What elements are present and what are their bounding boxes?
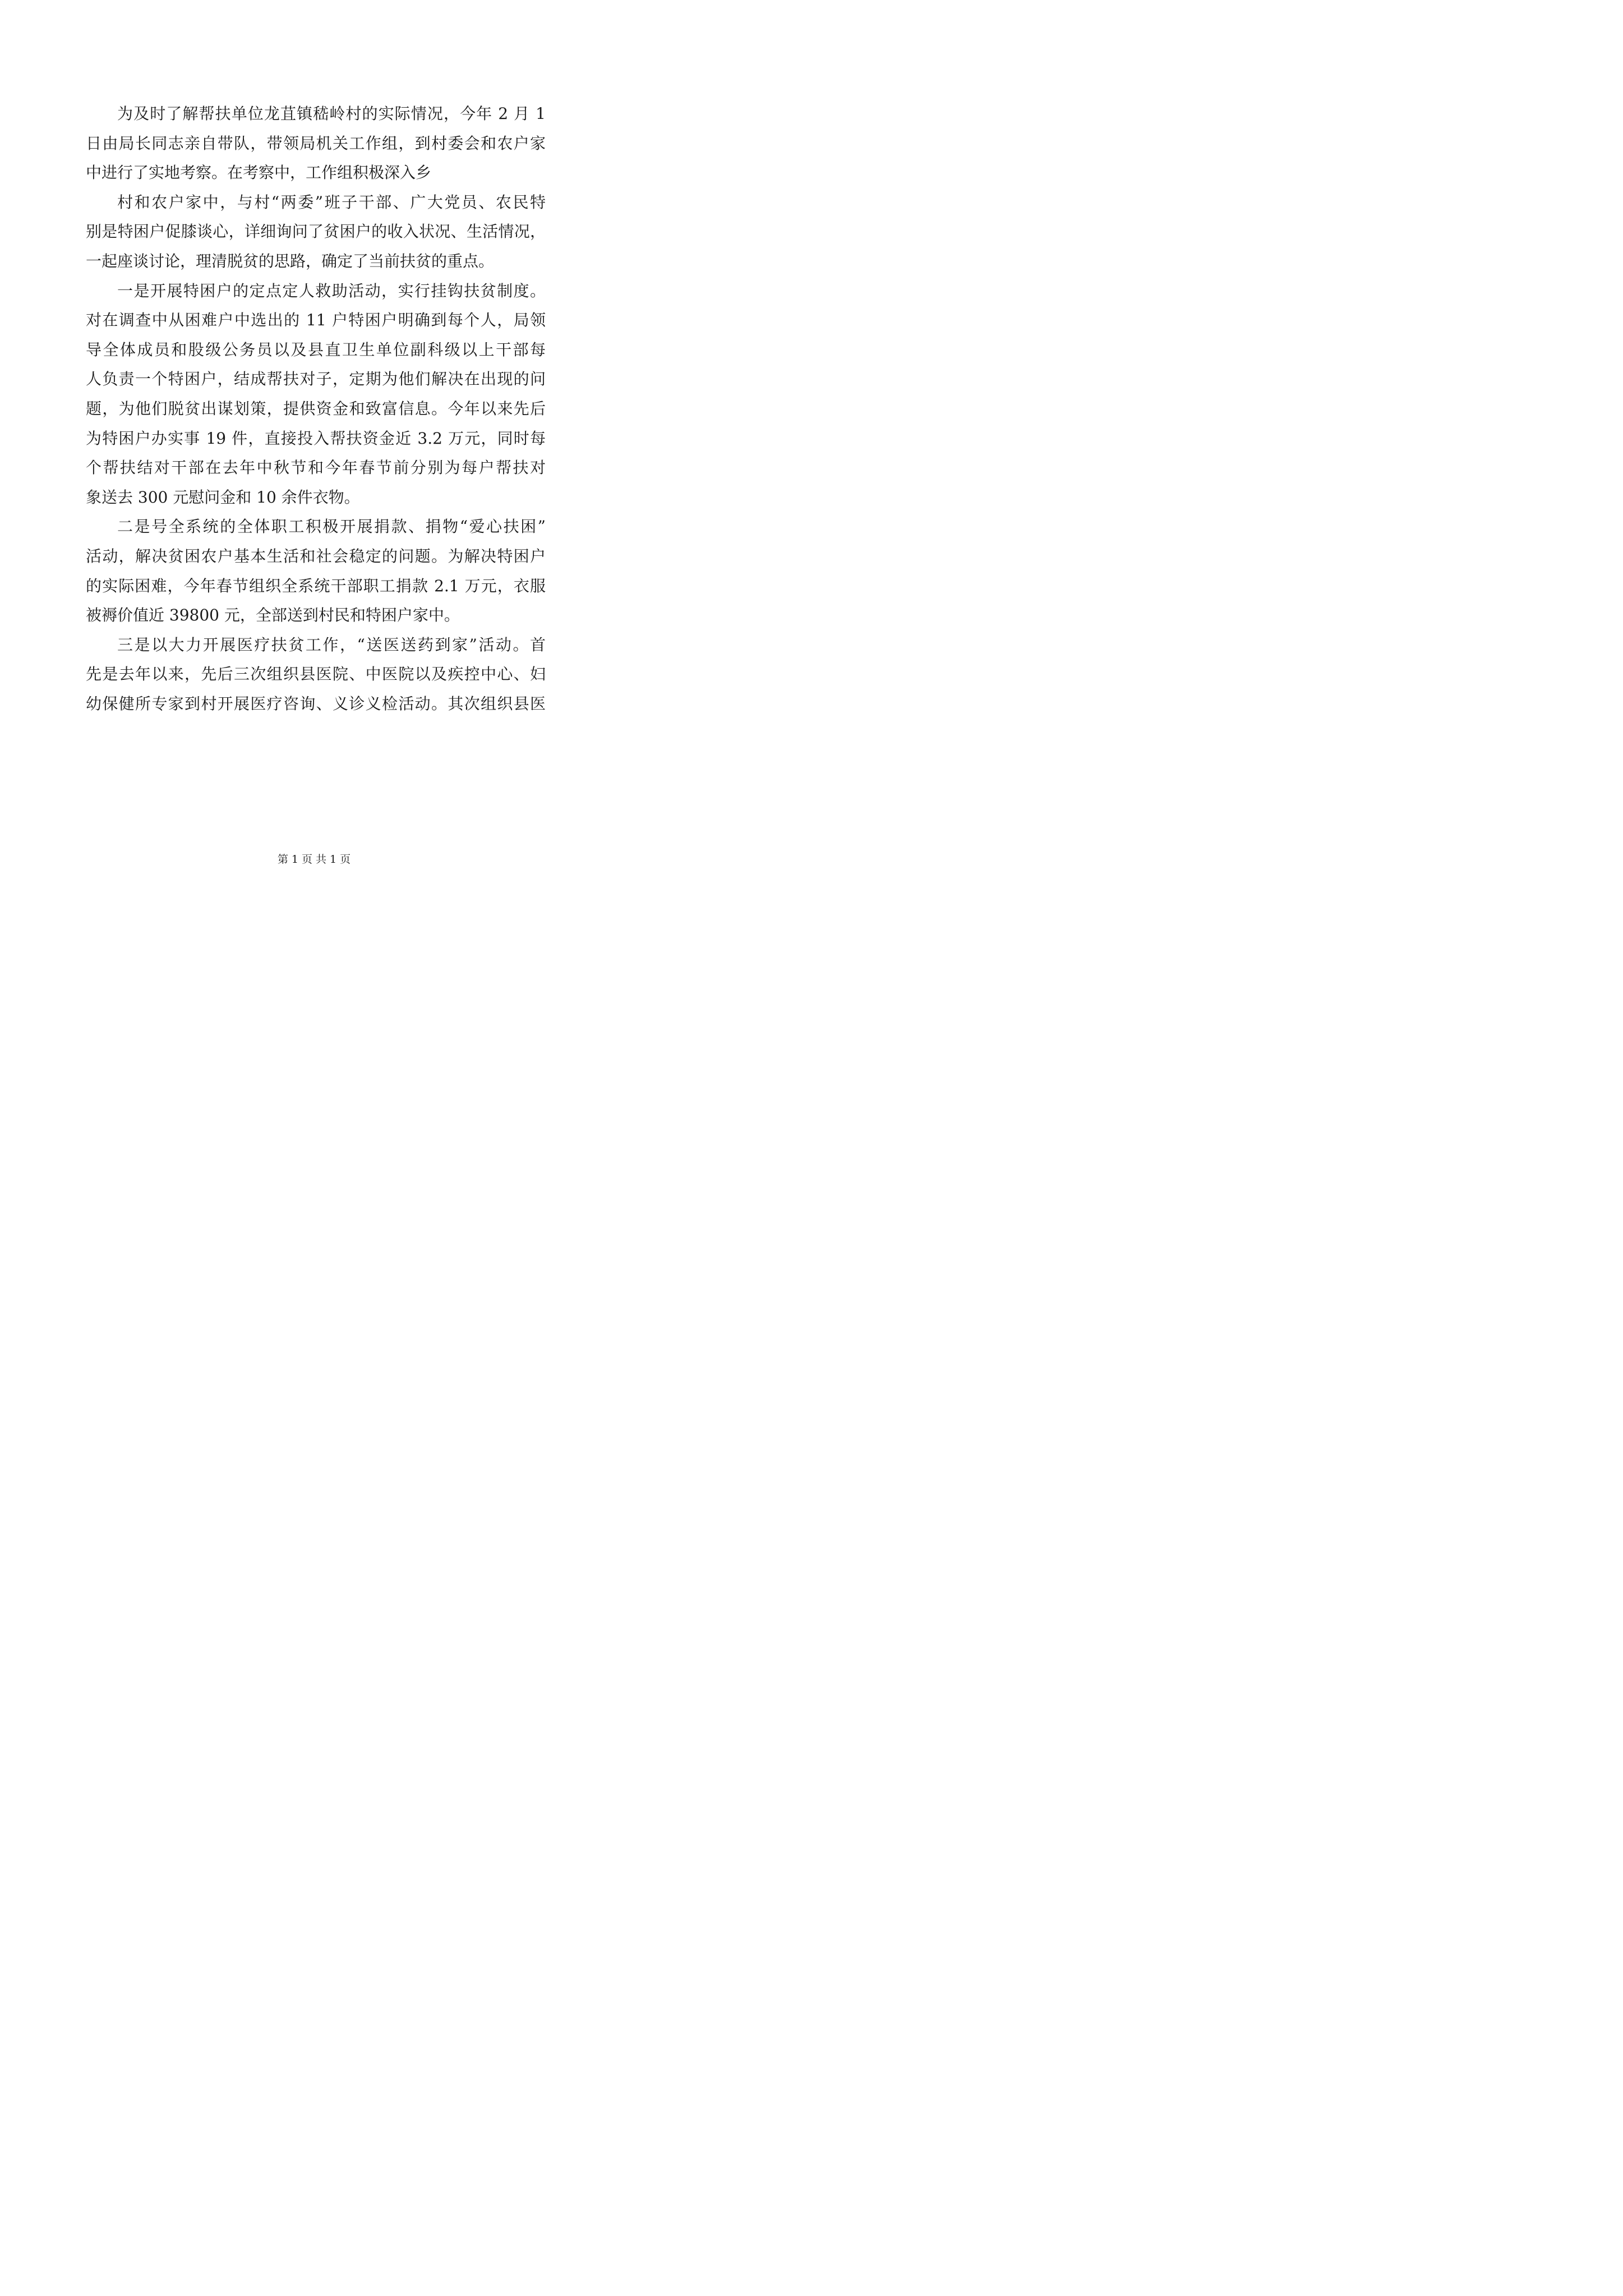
paragraph-line: 先是去年以来，先后三次组织县医院、中医院以及疾控中心、妇 (86, 665, 546, 684)
paragraph-1 (86, 99, 546, 188)
paragraph-line: 村和农户家中，与村“两委”班子干部、广大党员、农民特 (117, 192, 546, 211)
paragraph-line: 人负责一个特困户，结成帮扶对子，定期为他们解决在出现的问 (86, 370, 546, 389)
page-number-label: 第 1 页 共 1 页 (277, 853, 351, 866)
paragraph-line: 为特困户办实事 19 件，直接投入帮扶资金近 3.2 万元，同时每 (86, 429, 546, 448)
paragraph-5 (86, 631, 546, 719)
paragraph-line: 幼保健所专家到村开展医疗咨询、义诊义检活动。其次组织县医 (86, 694, 546, 713)
paragraph-line: 象送去 300 元慰问金和 10 余件衣物。 (86, 487, 360, 507)
paragraph-line: 为及时了解帮扶单位龙苴镇嵇岭村的实际情况，今年 2 月 1 (117, 104, 546, 123)
paragraph-line: 导全体成员和股级公务员以及县直卫生单位副科级以上干部每 (86, 340, 546, 359)
paragraph-line: 活动，解决贫困农户基本生活和社会稳定的问题。为解决特困户 (86, 546, 546, 565)
paragraph-line: 对在调查中从困难户中选出的 11 户特困户明确到每个人，局领 (86, 311, 546, 330)
paragraph-line: 一是开展特困户的定点定人救助活动，实行挂钩扶贫制度。 (117, 281, 546, 300)
body-text (86, 99, 546, 719)
paragraph-line: 的实际困难，今年春节组织全系统干部职工捐款 2.1 万元，衣服 (86, 576, 546, 595)
paragraph-line: 题，为他们脱贫出谋划策，提供资金和致富信息。今年以来先后 (86, 399, 546, 418)
paragraph-line: 二是号全系统的全体职工积极开展捐款、捐物“爱心扶困” (117, 517, 546, 536)
paragraph-line: 个帮扶结对干部在去年中秋节和今年春节前分别为每户帮扶对 (86, 458, 546, 477)
paragraph-line: 日由局长同志亲自带队，带领局机关工作组，到村委会和农户家 (86, 134, 546, 153)
paragraph-line: 被褥价值近 39800 元，全部送到村民和特困户家中。 (86, 606, 460, 625)
paragraph-3 (86, 277, 546, 513)
paragraph-line: 别是特困户促膝谈心，详细询问了贫困户的收入状况、生活情况， (86, 222, 546, 241)
paragraph-line: 一起座谈讨论，理清脱贫的思路，确定了当前扶贫的重点。 (86, 251, 495, 270)
page-footer (0, 851, 628, 866)
paragraph-line: 中进行了实地考察。在考察中，工作组积极深入乡 (86, 163, 432, 182)
document-page (0, 0, 628, 889)
paragraph-line: 三是以大力开展医疗扶贫工作，“送医送药到家”活动。首 (117, 635, 546, 654)
paragraph-2 (86, 188, 546, 277)
paragraph-4 (86, 512, 546, 630)
